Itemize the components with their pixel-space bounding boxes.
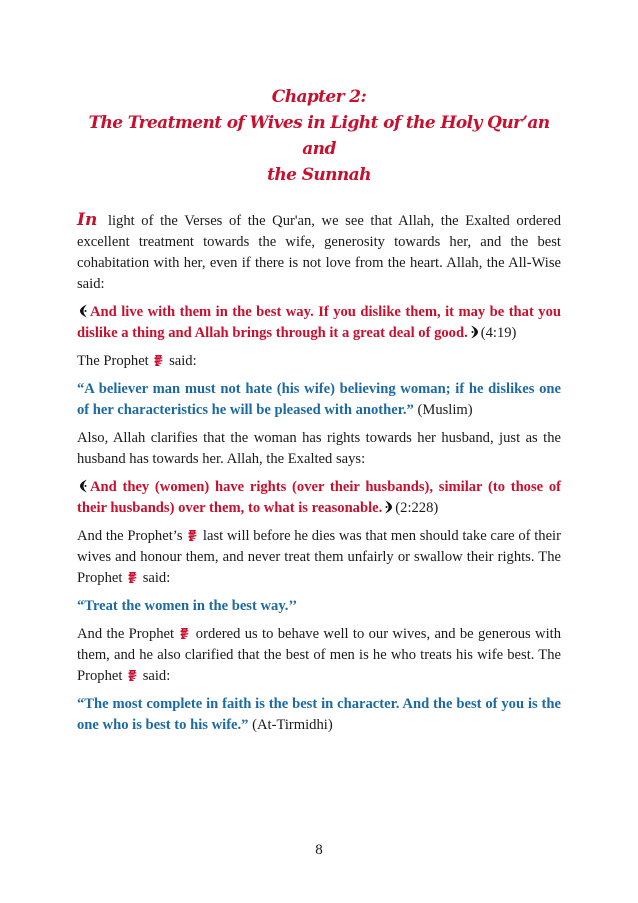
page-number: 8	[315, 842, 323, 858]
hadith-quote: “The most complete in faith is the best in character. And the best of you is the one who is best to his wife.”	[77, 696, 561, 733]
hadith-treat-women	[77, 596, 561, 617]
paragraph-text: The Prophet	[77, 353, 149, 369]
hadith-muslim	[77, 379, 561, 421]
paragraph-text: And the Prophet	[77, 626, 175, 642]
hadith-tirmidhi	[77, 694, 561, 736]
paragraph-text: And the Prophet’s	[77, 528, 183, 544]
ornate-open-bracket-icon	[79, 304, 88, 318]
paragraph-text: Also, Allah clarifies that the woman has rights towards her husband, just as the husband has towards her. Allah, the Exalted says:	[77, 430, 561, 467]
paragraph-text: said:	[142, 570, 171, 586]
verse-reference: (4:19)	[480, 325, 517, 341]
verse-reference: (2:228)	[395, 500, 439, 516]
ornate-close-bracket-icon	[470, 325, 479, 339]
rights-paragraph	[77, 428, 561, 470]
verse-quote: And they (women) have rights (over their husbands), similar (to those of their husbands) over them, to what is reasonable.	[77, 479, 561, 516]
drop-cap: In	[77, 210, 98, 230]
quran-verse-2-228	[77, 477, 561, 519]
ornate-open-bracket-icon	[79, 479, 88, 493]
verse-quote: And live with them in the best way. If you dislike them, it may be that you dislike a thing and Allah brings through it a great deal of good.	[77, 304, 561, 341]
behave-well-paragraph	[77, 624, 561, 687]
hadith-reference: (At-Tirmidhi)	[252, 717, 333, 733]
pbuh-salutation-icon	[127, 571, 138, 584]
paragraph-text: ordered us to behave well to our wives, and be generous with them, and he also clarified that the best of men is he who treats his wife best. The Prophet	[77, 626, 561, 684]
chapter-title-line-2: the Sunnah	[267, 165, 371, 185]
hadith-quote: “A believer man must not hate (his wife) believing woman; if he dislikes one of her characteristics he will be pleased with another.”	[77, 381, 561, 418]
quran-verse-4-19	[77, 302, 561, 344]
chapter-title-line-1: The Treatment of Wives in Light of the Holy Qur’an and	[88, 113, 550, 159]
hadith-quote: “Treat the women in the best way.’’	[77, 598, 298, 614]
pbuh-salutation-icon	[127, 669, 138, 682]
pbuh-salutation-icon	[179, 627, 190, 640]
ornate-close-bracket-icon	[384, 500, 393, 514]
intro-text: light of the Verses of the Qur'an, we see that Allah, the Exalted ordered excellent treatment towards the wife, generosity towards her, and the best cohabitation with her, even if there is not love from the heart. Allah, the All-Wise said:	[77, 213, 561, 292]
chapter-heading	[77, 84, 561, 188]
paragraph-text: said:	[169, 353, 197, 369]
hadith-reference: (Muslim)	[417, 402, 473, 418]
paragraph-text: last will before he dies was that men should take care of their wives and honour them, and never treat them unfairly or swallow their rights. The Prophet	[77, 528, 561, 586]
prophet-said-paragraph	[77, 351, 561, 372]
body-text	[77, 210, 561, 743]
pbuh-salutation-icon	[187, 529, 198, 542]
pbuh-salutation-icon	[153, 354, 164, 367]
chapter-number: Chapter 2:	[271, 87, 367, 107]
intro-paragraph	[77, 210, 561, 295]
paragraph-text: said:	[142, 668, 171, 684]
last-will-paragraph	[77, 526, 561, 589]
